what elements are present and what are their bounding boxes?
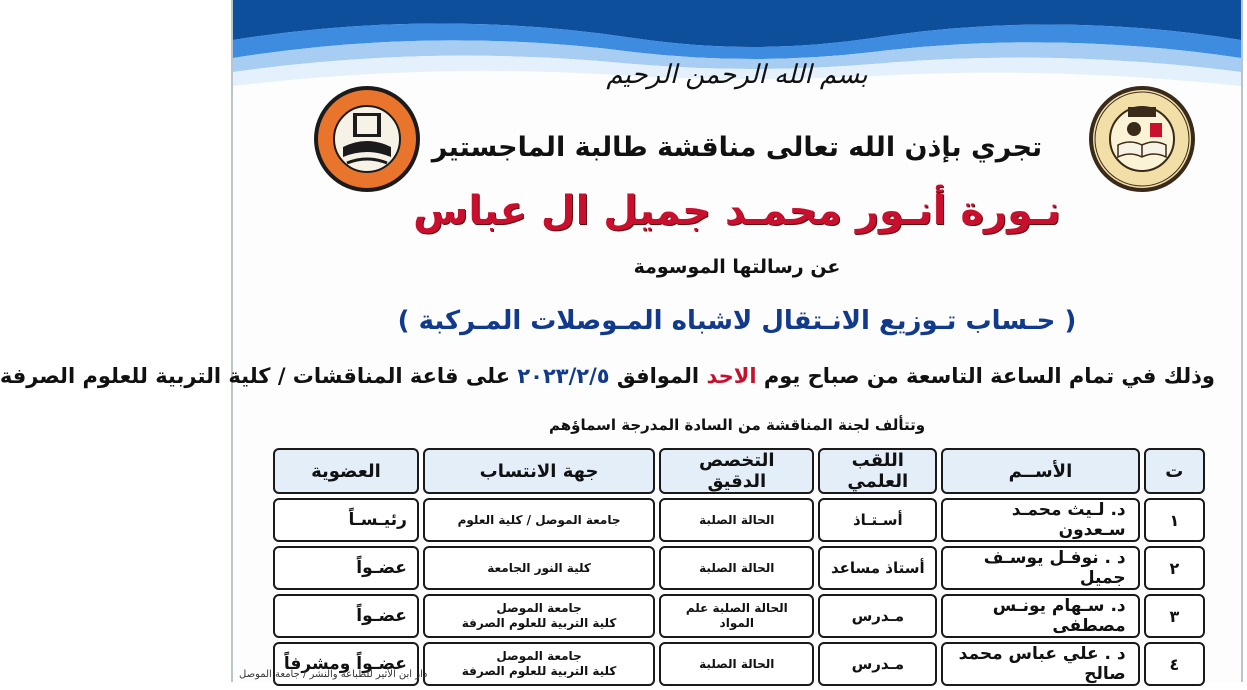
header-number: ت [1144, 448, 1205, 494]
row-number: ٤ [1144, 642, 1205, 686]
member-affiliation [423, 546, 655, 590]
thesis-intro: عن رسالتها الموسومة [633, 256, 841, 278]
member-specialty: الحالة الصلبة [659, 642, 814, 686]
affiliation-line-1: كلية النور الجامعة [487, 560, 591, 575]
member-role: عضـواً ومشرفاً [273, 642, 419, 686]
member-rank: أسـتـاذ [818, 498, 937, 542]
member-rank: مـدرس [818, 642, 937, 686]
header-name: الأســم [941, 448, 1139, 494]
thesis-title: ( حـساب تـوزيع الانـتقال لاشباه المـوصلات المـركبة ) [397, 306, 1077, 336]
member-name: د . نوفـل يوسـف جميل [941, 546, 1139, 590]
affiliation-line-2: كلية التربية للعلوم الصرفة [461, 664, 617, 678]
table-row [273, 546, 1205, 590]
affiliation-line-2: كلية التربية للعلوم الصرفة [461, 616, 617, 630]
member-name: د . علي عباس محمد صالح [941, 642, 1139, 686]
table-row [273, 594, 1205, 638]
member-specialty: الحالة الصلبة [659, 498, 814, 542]
header-affiliation: جهة الانتساب [423, 448, 655, 494]
member-specialty: الحالة الصلبة [659, 546, 814, 590]
member-specialty: الحالة الصلبة علم المواد [659, 594, 814, 638]
announcement-subtitle: تجري بإذن الله تعالى مناقشة طالبة الماجستير [431, 132, 1043, 163]
member-rank: أستاذ مساعد [818, 546, 937, 590]
table-row [273, 498, 1205, 542]
member-role: رئيـسـاً [273, 498, 419, 542]
affiliation-line-1: جامعة الموصل / كلية العلوم [457, 512, 621, 527]
student-name: نـورة أنـور محمـد جميل ال عباس [413, 188, 1061, 234]
header-role: العضوية [273, 448, 419, 494]
member-affiliation [423, 642, 655, 686]
member-name: د. سـهام يونـس مصطفى [941, 594, 1139, 638]
header-rank: اللقب العلمي [818, 448, 937, 494]
printer-credit: دار ابن الأثير للطباعة والنشر / جامعة الموصل [239, 669, 428, 680]
schedule-text-3: على قاعة المناقشات / كلية التربية للعلوم الصرفة [0, 364, 511, 388]
member-role: عضـواً [273, 546, 419, 590]
schedule-date: ٢٠٢٣/٢/٥ [517, 364, 610, 388]
schedule-text-1: وذلك في تمام الساعة التاسعة من صباح يوم [763, 364, 1215, 388]
affiliation-line-1: جامعة الموصل [496, 601, 582, 615]
row-number: ٢ [1144, 546, 1205, 590]
member-affiliation [423, 594, 655, 638]
member-affiliation [423, 498, 655, 542]
member-name: د. لـيث محمـد سـعدون [941, 498, 1139, 542]
member-rank: مـدرس [818, 594, 937, 638]
header-specialty: التخصص الدقيق [659, 448, 814, 494]
row-number: ١ [1144, 498, 1205, 542]
basmala: بسم الله الرحمن الرحيم [606, 60, 868, 90]
committee-table [269, 444, 1209, 690]
row-number: ٣ [1144, 594, 1205, 638]
affiliation-line-1: جامعة الموصل [496, 649, 582, 663]
table-header-row [273, 448, 1205, 494]
schedule-line [0, 364, 1215, 398]
schedule-text-2: الموافق [616, 364, 700, 388]
schedule-day: الاحد [706, 364, 757, 388]
committee-intro: وتتألف لجنة المناقشة من السادة المدرجة اسماؤهم [548, 416, 926, 434]
member-role: عضـواً [273, 594, 419, 638]
